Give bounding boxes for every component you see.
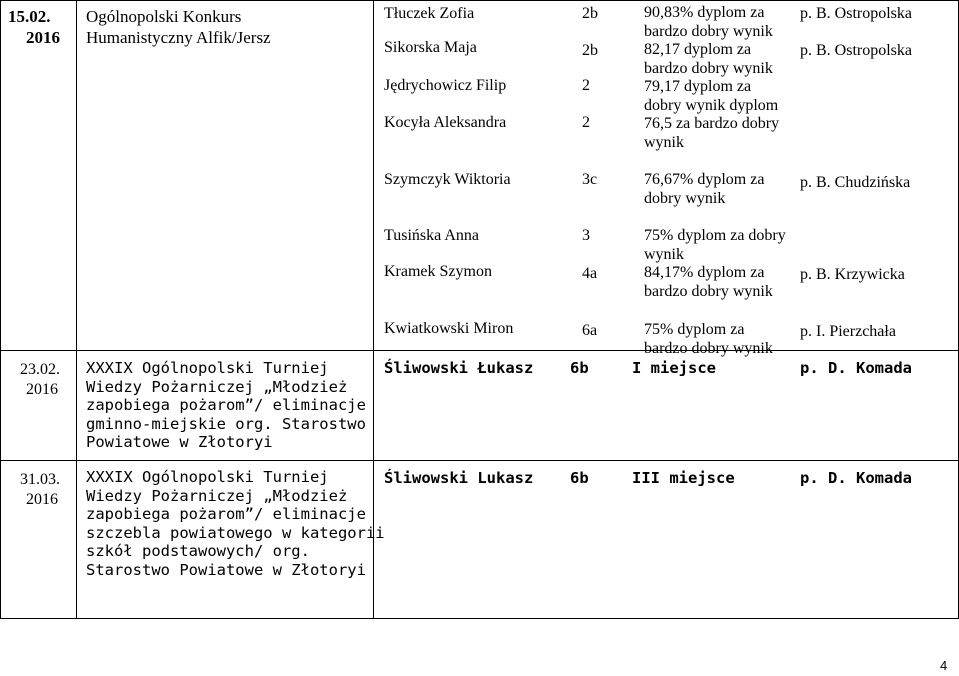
row1-contest-line2: Humanistyczny Alfik/Jersz [86, 28, 271, 47]
row1-result-line8: wynik [644, 133, 684, 151]
row1-student-1: Tłuczek Zofia [384, 5, 475, 22]
row1-class-1: 2b [582, 5, 598, 22]
row3-result1-line1: 75% dyplom za dobry [644, 227, 786, 244]
row1-class-2: 2b [582, 42, 598, 59]
row1-student-4: Kocyła Aleksandra [384, 114, 507, 131]
row5-contest-line1: XXXIX Ogólnopolski Turniej [86, 359, 329, 377]
row6-date-line2: 2016 [26, 491, 58, 508]
row5-student: Śliwowski Łukasz [384, 359, 534, 377]
column-separator [76, 0, 77, 619]
row1-student-3: Jędrychowicz Filip [384, 77, 507, 94]
row5-date-line2: 2016 [26, 381, 58, 398]
row3-class-1: 3 [582, 227, 590, 244]
row1-student-2: Sikorska Maja [384, 39, 477, 56]
row2-student: Szymczyk Wiktoria [384, 171, 511, 188]
row5-contest-line2: Wiedzy Pożarniczej „Młodzież [86, 377, 348, 396]
row6-class: 6b [570, 469, 589, 487]
row-separator [0, 350, 958, 351]
row1-date-line1: 15.02. [8, 7, 51, 26]
row1-result-line5: 79,17 dyplom za [644, 78, 752, 95]
row1-date-line2: 2016 [26, 28, 60, 47]
row5-date-line1: 23.02. [20, 361, 60, 378]
row2-result-line2: dobry wynik [644, 189, 726, 207]
row4-result-line2: bardzo dobry wynik [644, 339, 773, 357]
row1-result-line7: 76,5 za bardzo dobry [644, 115, 780, 132]
row6-contest-line5: szkół podstawowych/ org. [86, 542, 310, 560]
row6-contest-line4: szczebla powiatowego w kategorii [86, 523, 385, 542]
row4-class: 6a [582, 322, 598, 339]
row3-result2-line1: 84,17% dyplom za [644, 264, 765, 281]
row4-result-line1: 75% dyplom za [644, 321, 745, 338]
row1-class-3: 2 [582, 77, 590, 94]
row6-student: Śliwowski Lukasz [384, 469, 534, 487]
row5-teacher: p. D. Komada [800, 359, 912, 377]
table-border-bottom [0, 618, 958, 619]
row6-date-line1: 31.03. [20, 471, 60, 488]
table-border-left [0, 0, 1, 619]
row1-teacher-1: p. B. Ostropolska [800, 5, 912, 22]
row3-student-1: Tusińska Anna [384, 227, 479, 244]
row6-contest-line6: Starostwo Powiatowe w Złotoryi [86, 560, 366, 579]
row3-teacher: p. B. Krzywicka [800, 266, 905, 283]
row6-contest-line2: Wiedzy Pożarniczej „Młodzież [86, 486, 348, 505]
row1-result-line6: dobry wynik dyplom [644, 96, 779, 114]
row3-class-2: 4a [582, 265, 598, 282]
row1-class-4: 2 [582, 114, 590, 131]
row6-teacher: p. D. Komada [800, 469, 912, 487]
row3-result2-line2: bardzo dobry wynik [644, 282, 773, 300]
row3-student-2: Kramek Szymon [384, 263, 492, 280]
row2-teacher: p. B. Chudzińska [800, 174, 911, 191]
row5-contest-line3: zapobiega pożarom”/ eliminacje [86, 396, 366, 414]
row1-teacher-2: p. B. Ostropolska [800, 42, 912, 59]
row6-contest-line1: XXXIX Ogólnopolski Turniej [86, 468, 329, 486]
row1-result-line3: 82,17 dyplom za [644, 41, 752, 58]
row4-student: Kwiatkowski Miron [384, 320, 514, 337]
row5-contest-line4: gminno-miejskie org. Starostwo [86, 414, 366, 433]
row-separator [0, 460, 958, 461]
row2-result-line1: 76,67% dyplom za [644, 171, 765, 188]
table-border-top [0, 0, 958, 1]
row6-contest-line3: zapobiega pożarom”/ eliminacje [86, 505, 366, 523]
row5-result: I miejsce [632, 359, 716, 377]
row1-contest-line1: Ogólnopolski Konkurs [86, 7, 242, 26]
row1-result-line1: 90,83% dyplom za [644, 4, 765, 21]
row2-class: 3c [582, 171, 598, 188]
page-number: 4 [940, 658, 948, 673]
row5-class: 6b [570, 359, 589, 377]
row5-contest-line5: Powiatowe w Złotoryi [86, 433, 273, 451]
row4-teacher: p. I. Pierzchała [800, 323, 896, 340]
row3-result1-line2: wynik [644, 245, 684, 263]
row6-result: III miejsce [632, 469, 735, 487]
row1-result-line2: bardzo dobry wynik [644, 22, 773, 40]
row1-result-line4: bardzo dobry wynik [644, 59, 773, 77]
